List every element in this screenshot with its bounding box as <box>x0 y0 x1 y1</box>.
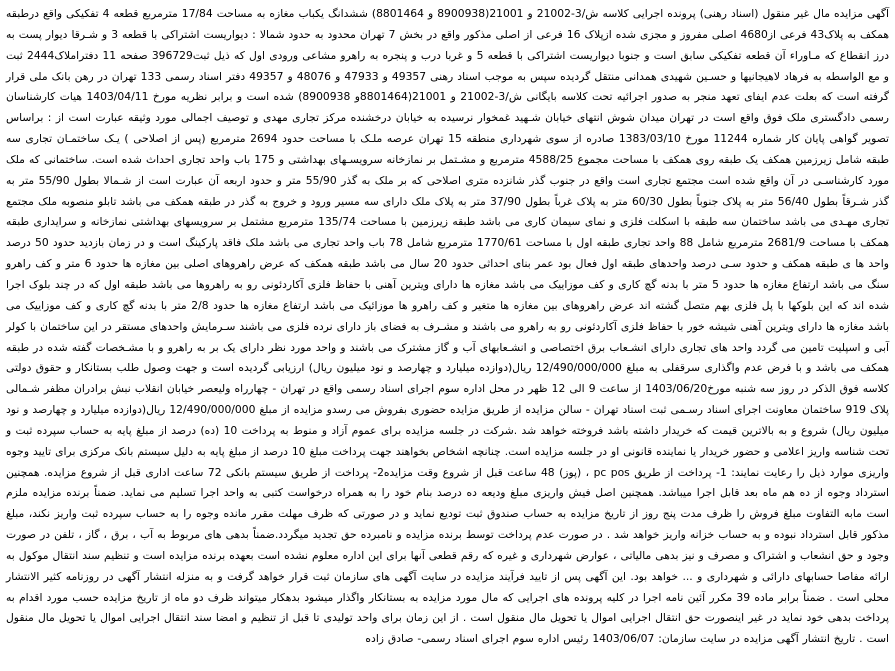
notice-body: آگهی مزایده مال غیر منقول (اسناد رهنی) پرونده اجرایی کلاسه ش/3-21002 و 21001(8900938 و 8801464) ششدانگ یکباب مغازه به مساحت 17/84 مترمربع قطعه 4 تفکیکی واقع درطبقه همکف به پلاک43 فرعی از4680 اصلی مفروز و مجزی شده ازپلاک 16 فرعی از اصلی مذکور واقع در بخش 7 تهران محدود به حدود شمالا : دیواریست اشتراکی با قطعه 3 و شـرقا دیوار پست به درز انقطاع که مـاوراء آن قطعه تفکیکی سابق است و جنوبا دیواریست اشتراکی با قطعه 5 و غربا درب و پنجره به راهرو مشاعی ورودی اول که ذیل ثبت396729 صفحه 11 دفتراملاک2444 ثبت و مع الواسطه به فرهاد لاهیجانیها و حسـین شهیدی همدانی منتقل گردیده سپس به موجب اسناد رهنی 49357 و 47933 و 48076 و 49357 دفتر اسناد رسمی 133 تهران در رهن بانک ملی قرار گرفته است که بعلت عدم ایفای تعهد منجر به صدور اجرائیه تحت کلاسه بایگانی ش/3-21002 و 21001(8801464و 8900938) شده است و برابر نظریه مورخ 1403/04/11 هیات کارشناسان رسمی دادگستری ملک فوق واقع است در تهران میدان شوش انتهای خیابان شـهید غمخوار نرسیده به خیابان درخشنده مرکز تجاری مهدی و توصیف اجمالی مورد وثیقه عبارت است از : براساس تصویر گواهی پایان کار شماره 11244 مورخ 1383/03/10 صادره از سوی شهرداری منطقه 15 تهران عرصه ملـک با مساحت حدود 2694 مترمربع (پس از اصلاحی ) یـک ساختمـان تجاری سه طبقه شامل زیرزمین همکف یک طبقه روی همکف با مساحت مجموع 4588/25 مترمربع و مشـتمل بر نمازخانه سرویسـهای بهداشتی و 175 باب واحد تجاری احداث شده است. ساختمانی که ملک مورد کارشناسـی در آن واقع شده است مجتمع تجاری است واقع در جنوب گذر شانزده متری اصلاحی که بر ملک به گذر 55/90 متر و حدود اربعه آن عبارت است از شـمالا بطول 55/90 متر به گذر شـرقاً بطول 56/40 متر به پلاک جنوباً بطول 60/30 متر به پلاک غرباً بطول 37/90 متر به پلاک ملک دارای سه مسیر ورود و خروج به گذر در طبقه همکف می باشد تابلو منصوبه ملک مجتمع تجاری مهـدی می باشد ساختمان سه طبقه با اسکلت فلزی و نمای سیمان کاری می باشد طبقه زیرزمین با مساحت 135/74 مترمربع مشتمل بر سرویسهای بهداشتی نمازخانه و سرایداری طبقه همکف با مساحت 2681/9 مترمربع شامل 88 واحد تجاری طبقه اول با مساحت 1770/61 مترمربع شامل 78 باب واحد تجاری می باشد ملک فاقد پارکینگ است و در زمان بازدید حدود 50 درصد واحد ها ی طبقه همکف و حدود سـی درصد واحدهای طبقه اول فعال بود عمر بنای احداثی حدود 20 سال می باشد طبقه همکف که عرض راهروهای اصلی بین مغازه ها حدود 6 متر و کف راهرو سنگ می باشد ارتفاع مغازه ها حدود 5 متر با بدنه گچ کاری و کف موزاییک می باشد مغازه ها دارای ویترین آهنی با حفاظ فلزی آکاردئونی رو به راهروها می باشد طبقه اول که در چند بلوک اجرا شده اند که این بلوکها با پل فلزی بهم متصل گشته اند عرض راهروهای بین مغازه ها متغیر و کف راهرو ها موزائیک می باشد ارتفاع مغازه ها حدود 2/8 متر با بدنه گچ کاری و کف موزاییک می باشد مغازه ها دارای ویترین آهنی شیشه خور با حفاظ فلزی آکاردئونی رو به راهرو می باشند و مشـرف به فضای باز دارای نرده فلزی می باشند سـرمایش واحدهای مستقر در این ساختمان با کولر آبی و اسپلیت تامین می گردد واحد های تجاری دارای انشـعاب برق اختصاصی و انشـعابهای آب و گاز مشترک می باشند و واحد مورد نظر دارای یک بر به راهرو و با مشـخصات گفته شده در طبقه همکف می باشد و با فرض عدم واگذاری سرقفلی به مبلغ 12/490/000/000 ریال(دوازده میلیارد و چهارصد و نود میلیون ریال) ارزیابی گردیده است و جهت وصول طلب بستانکار و حقوق دولتی کلاسه فوق الذکر در روز سه شنبه مورخ1403/06/20 از ساعت 9 الی 12 ظهر در محل اداره سوم اجرای اسناد رسمی واقع در تهران - چهارراه ولیعصر خیابان انقلاب نبش برادران مظفر شـمالی پلاک 919 ساختمان معاونت اجرای اسناد رسـمی ثبت اسناد تهران - سالن مزایده از طریق مزایده حضوری بفروش می رسدو مزایده از مبلغ 12/490/000/000 ریال(دوازده میلیارد و چهارصد و نود میلیون ریال) شروع و به بالاترین قیمت که خریدار داشته باشد فروخته خواهد شد .شرکت در جلسه مزایده برای عموم آزاد و منوط به پرداخت 10 (ده) درصد از مبلغ پایه به حساب سپرده ثبت و تحت شناسه واریز اعلامی و حضور خریدار یا نماینده قانونی او در جلسه مزایده است. چنانچه اشخاص بخواهند جهت پرداخت مبلغ 10 درصد از مبلغ پایه به دلیل سیستم بانک مرکزی برای تایید وجوه واریزی موارد ذیل را رعایت نمایند: 1- پرداخت از طریق pc pos ، (پوز) 48 ساعت قبل از شروع وقت مزایده2- پرداخت از طریق سیستم بانکی 72 ساعت اداری قبل از شروع مزایده. همچنین استرداد وجوه از ده هم ماه بعد قابل اجرا میباشد. همچنین اصل فیش واریزی مبلغ ودیعه ده درصد بنام خود را به همراه درخواست کتبی به واحد اجرا تسلیم می نماید. ضمناً برنده مزایده ملزم است مابه التفاوت مبلغ فروش را ظرف مدت پنج روز از تاریخ مزایده به حساب صندوق ثبت تودیع نماید و در صورتی که ظرف مهلت مقرر مانده وجوه را به حساب سپرده ثبت واریز نکند، مبلغ مذکور قابل استرداد نبوده و به حساب خزانه واریز خواهد شد . در صورت عدم پرداخت توسط برنده مزایده و نامبرده حق تجدید میگردد.ضمناً بدهی های مربوط به آب ، برق ، گاز ، تلفن در صورت وجود و حق انشعاب و اشتراک و مصرف و نیز بدهی مالیاتی ، عوارض شهرداری و غیره که رقم قطعی آنها برای این اداره معلوم نشده است بعهده برنده مزایده است و تنظیم سند انتقال موکول به ارائه مفاصا حسابهای دارائی و شهرداری و ... خواهد بود. این آگهی پس از تایید فرآیند مزایده در سایت آگهی های سازمان ثبت قرار خواهد گرفت و به منزله انتشار آگهی در روزنامه کثیر الانتشار محلی است . ضمناً برابر ماده 39 مکرر آئین نامه اجرا در کلیه پرونده های اجرایی که مال مورد مزایده به بستانکار واگذار میشود بدهکار میتواند ظرف دو ماه از تاریخ مزایده حسب مورد اقدام به پرداخت بدهی خود نماید در غیر اینصورت حق انتقال اجرایی اموال یا تحویل مال منقول است . از این زمان برای واحد تولیدی تا قبل از تنظیم و امضا سند انتقال اجرایی اموال یا تحویل مال منقول است . <box>6 7 890 646</box>
notice-footer: تاریخ انتشار آگهی مزایده در سایت سازمان: 1403/06/07 رئیس اداره سوم اجرای اسناد رسمی- صادق زاده <box>365 632 856 646</box>
notice-text <box>6 4 889 650</box>
